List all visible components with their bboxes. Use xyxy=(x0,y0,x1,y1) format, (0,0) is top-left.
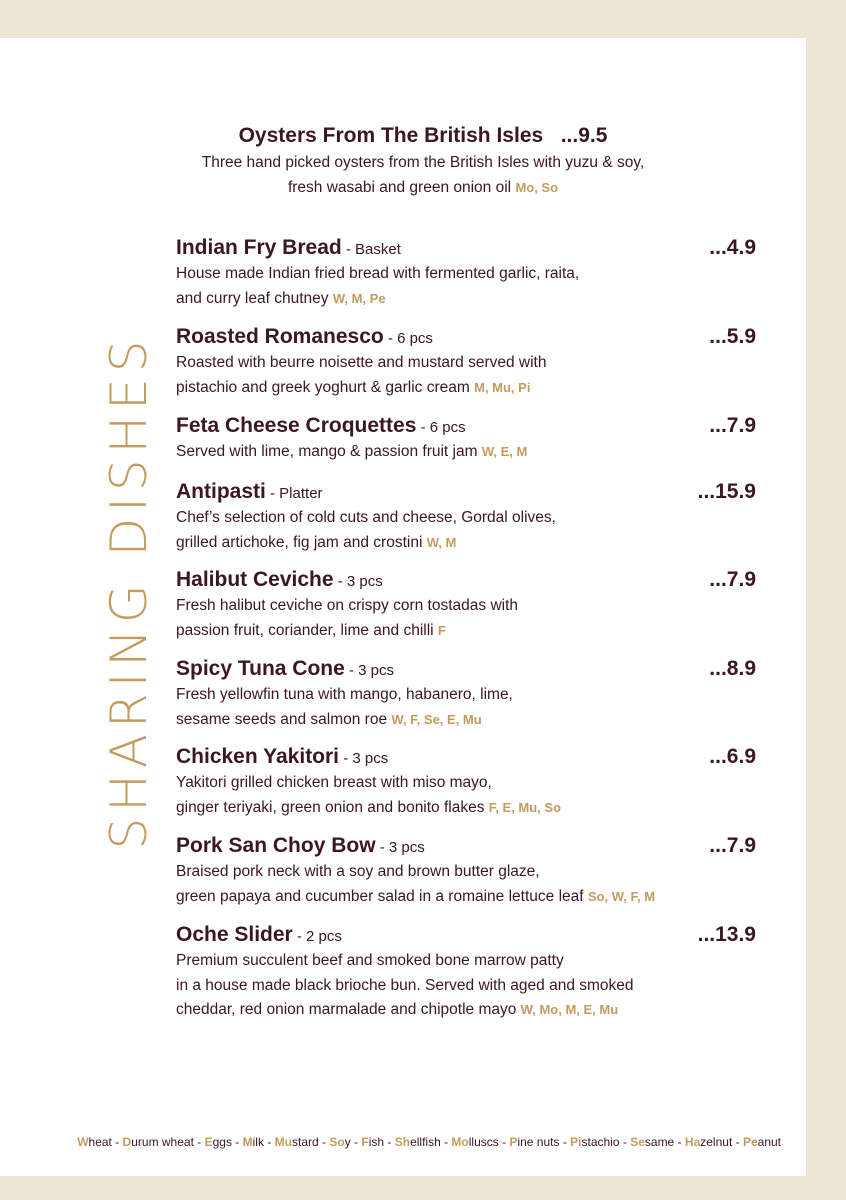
menu-item-portion: - 6 pcs xyxy=(383,330,433,347)
legend-separator: - xyxy=(193,1135,205,1149)
legend-entry xyxy=(395,1135,441,1149)
legend-rest: y xyxy=(344,1135,351,1149)
menu-item-price: ...7.9 xyxy=(709,414,756,437)
legend-entry xyxy=(630,1135,674,1149)
menu-item-description-line: Served with lime, mango & passion fruit jam W, E, M xyxy=(176,443,528,460)
legend-entry xyxy=(77,1135,112,1149)
menu-item-portion: - 2 pcs xyxy=(292,928,342,945)
menu-item-allergens: M, Mu, Pi xyxy=(474,379,531,395)
menu-item xyxy=(176,478,756,555)
legend-initial: F xyxy=(361,1135,369,1149)
menu-item-name: Pork San Choy Bow xyxy=(176,834,376,857)
menu-item xyxy=(176,743,756,820)
menu-item-header xyxy=(176,323,756,351)
legend-initial: Mu xyxy=(274,1135,292,1149)
legend-entry xyxy=(243,1135,264,1149)
menu-item-name: Roasted Romanesco xyxy=(176,325,384,348)
legend-rest: lluscs xyxy=(468,1135,499,1149)
menu-item-allergens: F xyxy=(437,622,446,638)
menu-item-portion: - 3 pcs xyxy=(339,750,389,767)
menu-item-description-line: Braised pork neck with a soy and brown butter glaze, xyxy=(176,863,540,880)
menu-item-description-line: ginger teriyaki, green onion and bonito flakes F, E, Mu, So xyxy=(176,798,562,816)
menu-item-description-line: House made Indian fried bread with fermented garlic, raita, xyxy=(176,265,580,282)
menu-item-price: ...13.9 xyxy=(697,923,756,946)
menu-item-description-line: green papaya and cucumber salad in a romaine lettuce leaf So, W, F, M xyxy=(176,887,656,905)
menu-item-description-line: Chef’s selection of cold cuts and cheese, Gordal olives, xyxy=(176,509,556,526)
menu-item-portion: - 3 pcs xyxy=(344,662,394,679)
legend-separator: - xyxy=(674,1135,685,1149)
featured-heading xyxy=(0,122,846,150)
menu-item-description-line: pistachio and greek yoghurt & garlic cream M, Mu, Pi xyxy=(176,378,531,396)
menu-item-description-line: Fresh yellowfin tuna with mango, habanero, lime, xyxy=(176,686,513,703)
menu-item-description-line: Fresh halibut ceviche on crispy corn tostadas with xyxy=(176,597,519,614)
menu-item-price: ...8.9 xyxy=(709,657,756,680)
legend-entry xyxy=(329,1135,350,1149)
legend-separator: - xyxy=(498,1135,510,1149)
legend-separator: - xyxy=(318,1135,330,1149)
menu-item xyxy=(176,323,756,400)
legend-initial: Se xyxy=(630,1135,645,1149)
legend-initial: Pi xyxy=(570,1135,582,1149)
menu-item-name: Chicken Yakitori xyxy=(176,745,340,768)
menu-item-header xyxy=(176,566,756,594)
featured-price: ...9.5 xyxy=(560,124,608,147)
menu-item-price: ...6.9 xyxy=(709,745,756,768)
menu-item-description-line: Premium succulent beef and smoked bone marrow patty xyxy=(176,952,564,969)
menu-item-allergens: W, F, Se, E, Mu xyxy=(391,711,482,727)
menu-item-portion: - Platter xyxy=(265,485,323,502)
menu-item-price: ...7.9 xyxy=(709,568,756,591)
legend-separator: - xyxy=(440,1135,452,1149)
legend-separator: - xyxy=(231,1135,243,1149)
legend-entry xyxy=(275,1135,319,1149)
featured-name: Oysters From The British Isles xyxy=(238,124,544,147)
menu-item-price: ...5.9 xyxy=(709,325,756,348)
menu-item xyxy=(176,655,756,732)
legend-rest: ellfish xyxy=(410,1135,441,1149)
menu-item xyxy=(176,921,756,1023)
legend-initial: Ha xyxy=(684,1135,701,1149)
legend-entry xyxy=(570,1135,619,1149)
menu-item-allergens: W, Mo, M, E, Mu xyxy=(520,1002,619,1017)
menu-item xyxy=(176,234,756,311)
legend-separator: - xyxy=(619,1135,631,1149)
legend-separator: - xyxy=(263,1135,275,1149)
legend-rest: ilk xyxy=(252,1135,264,1149)
menu-item-header xyxy=(176,743,756,771)
menu-item-portion: - 6 pcs xyxy=(416,419,466,436)
section-title: SHARING DISHES xyxy=(100,334,158,850)
legend-separator: - xyxy=(384,1135,395,1149)
menu-item xyxy=(176,832,756,909)
menu-item-portion: - Basket xyxy=(341,241,401,258)
legend-initial: Pe xyxy=(742,1135,758,1149)
menu-item xyxy=(176,566,756,643)
legend-separator: - xyxy=(732,1135,743,1149)
legend-entry xyxy=(123,1135,194,1149)
menu-item-name: Feta Cheese Croquettes xyxy=(176,414,417,437)
legend-entry xyxy=(743,1135,781,1149)
legend-separator: - xyxy=(111,1135,123,1149)
menu-item-header xyxy=(176,234,756,262)
featured-description-line: Three hand picked oysters from the British Isles with yuzu & soy, xyxy=(201,154,645,171)
legend-entry xyxy=(205,1135,232,1149)
legend-initial: M xyxy=(242,1135,253,1149)
legend-initial: P xyxy=(509,1135,518,1149)
legend-rest: zelnut xyxy=(700,1135,733,1149)
legend-entry xyxy=(361,1135,384,1149)
menu-item-allergens: F, E, Mu, So xyxy=(488,799,562,815)
legend-rest: same xyxy=(644,1135,675,1149)
menu-item-description-line: cheddar, red onion marmalade and chipotle mayo W, Mo, M, E, Mu xyxy=(176,1001,619,1018)
menu-item-header xyxy=(176,921,756,949)
legend-rest: ggs xyxy=(212,1135,232,1149)
menu-item-allergens: W, E, M xyxy=(481,444,528,459)
menu-item-description-line: Roasted with beurre noisette and mustard served with xyxy=(176,354,547,371)
menu-item-price: ...15.9 xyxy=(697,480,756,503)
menu-item-header xyxy=(176,412,756,440)
menu-item-description-line: in a house made black brioche bun. Served with aged and smoked xyxy=(176,976,634,994)
legend-entry xyxy=(685,1135,732,1149)
legend-entry xyxy=(451,1135,498,1149)
legend-rest: urum wheat xyxy=(131,1135,194,1149)
legend-initial: So xyxy=(329,1135,345,1149)
menu-item-header xyxy=(176,655,756,683)
menu-item-portion: - 3 pcs xyxy=(333,573,383,590)
featured-description-line: fresh wasabi and green onion oil Mo, So xyxy=(287,179,559,196)
menu-item xyxy=(176,412,756,465)
featured-item xyxy=(0,122,846,200)
menu-item-name: Antipasti xyxy=(176,480,266,503)
menu-item-price: ...4.9 xyxy=(709,236,756,259)
legend-separator: - xyxy=(350,1135,362,1149)
legend-separator: - xyxy=(559,1135,571,1149)
menu-item-description-line: and curry leaf chutney W, M, Pe xyxy=(176,289,386,307)
menu-item-allergens: W, M, Pe xyxy=(332,290,386,306)
legend-rest: stard xyxy=(291,1135,319,1149)
menu-item-price: ...7.9 xyxy=(709,834,756,857)
legend-initial: E xyxy=(204,1135,213,1149)
menu-item-name: Halibut Ceviche xyxy=(176,568,334,591)
menu-item-allergens: So, W, F, M xyxy=(587,888,656,904)
menu-item-description-line: sesame seeds and salmon roe W, F, Se, E, Mu xyxy=(176,710,482,728)
menu-item-description-line: Yakitori grilled chicken breast with miso mayo, xyxy=(176,774,492,791)
legend-initial: Sh xyxy=(394,1135,411,1149)
legend-rest: ine nuts xyxy=(517,1135,560,1149)
legend-entry xyxy=(509,1135,559,1149)
menu-item-description-line: passion fruit, coriander, lime and chilli F xyxy=(176,621,446,639)
legend-rest: stachio xyxy=(581,1135,620,1149)
legend-rest: heat xyxy=(88,1135,112,1149)
legend-rest: ish xyxy=(368,1135,385,1149)
menu-item-portion: - 3 pcs xyxy=(375,839,425,856)
legend-rest: anut xyxy=(757,1135,781,1149)
legend-initial: D xyxy=(122,1135,132,1149)
allergen-legend xyxy=(77,1135,781,1149)
menu-item-description-line: grilled artichoke, fig jam and crostini W, M xyxy=(176,533,457,551)
menu-item-name: Indian Fry Bread xyxy=(176,236,342,259)
menu-item-header xyxy=(176,832,756,860)
legend-initial: W xyxy=(77,1135,89,1149)
legend-initial: Mo xyxy=(451,1135,469,1149)
menu-item-name: Spicy Tuna Cone xyxy=(176,657,345,680)
menu-item-name: Oche Slider xyxy=(176,923,293,946)
menu-item-header xyxy=(176,478,756,506)
featured-allergens: Mo, So xyxy=(515,180,559,195)
menu-item-allergens: W, M xyxy=(426,534,457,550)
